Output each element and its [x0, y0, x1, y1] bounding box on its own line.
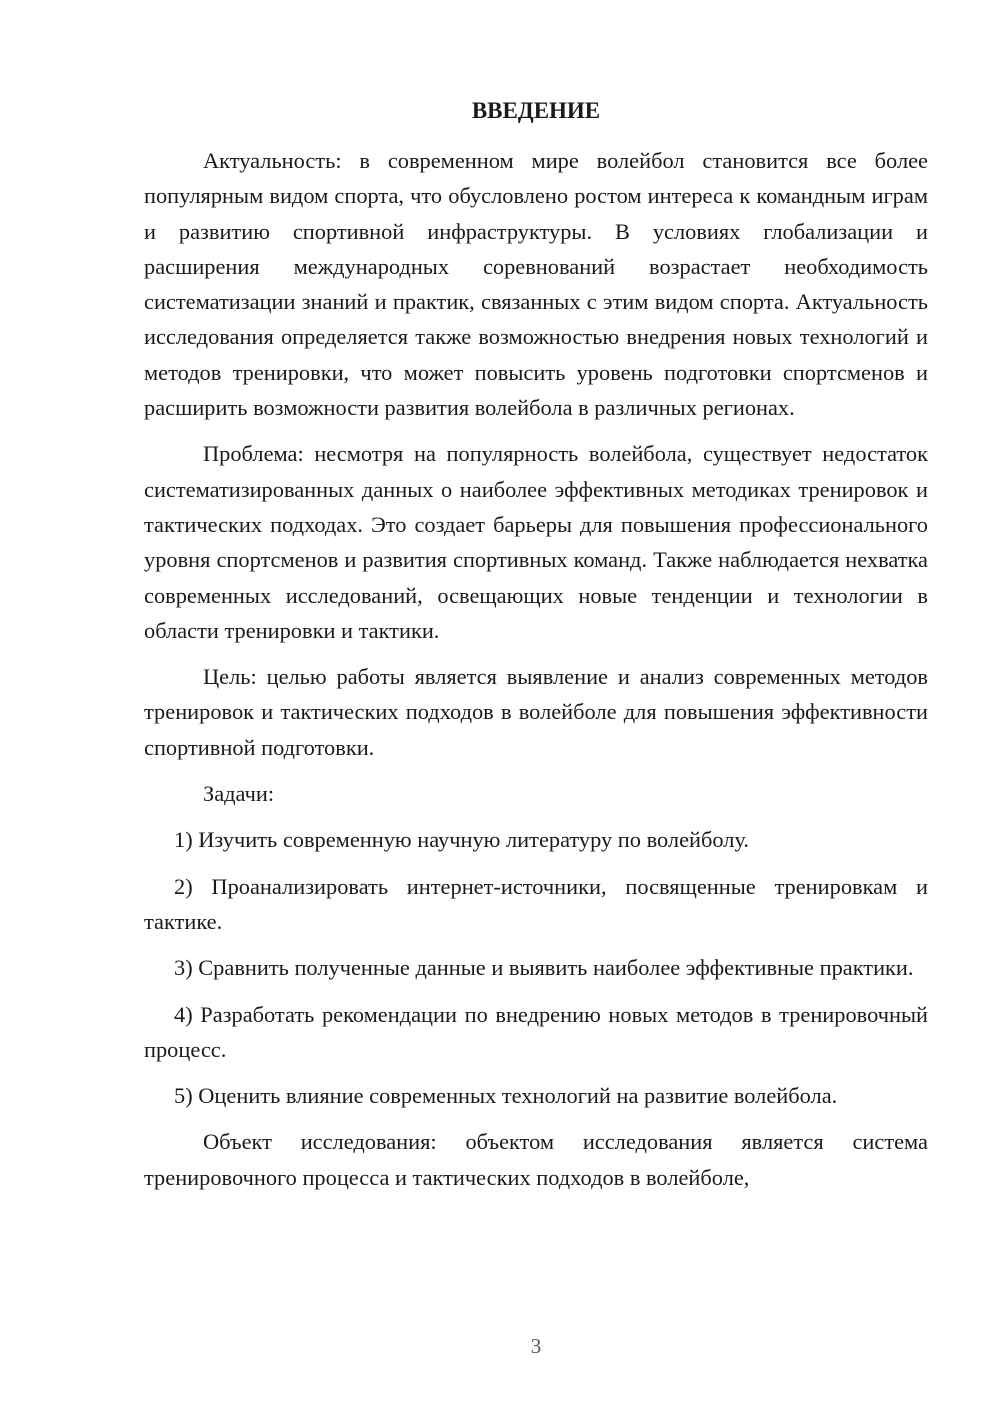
task-item: 3) Сравнить полученные данные и выявить наиболее эффективные практики.: [174, 955, 914, 981]
paragraph-problem: Проблема: несмотря на популярность волейбола, существует недостаток систематизированных данных о наиболее эффективных методиках тренировок и тактических подходах. Это создает барьеры для повышения профессионального уровня спортсменов и развития спортивных команд. Также наблюдается нехватка современных исследований, освещающих новые тенденции и технологии в области тренировки и тактики.: [144, 441, 928, 643]
task-item: 1) Изучить современную научную литературу по волейболу.: [174, 827, 750, 853]
page-number: 3: [530, 1334, 542, 1358]
task-item: 2) Проанализировать интернет-источники, посвященные тренировкам и тактике.: [144, 873, 928, 934]
task-item: 5) Оценить влияние современных технологий на развитие волейбола.: [174, 1083, 838, 1109]
paragraph-goal: Цель: целью работы является выявление и анализ современных методов тренировок и тактических подходов в волейболе для повышения эффективности спортивной подготовки.: [144, 664, 928, 760]
page-content: [144, 143, 928, 1206]
paragraph-object: Объект исследования: объектом исследования является система тренировочного процесса и тактических подходов в волейболе,: [144, 1129, 928, 1190]
task-item: 4) Разработать рекомендации по внедрению новых методов в тренировочный процесс.: [144, 1001, 928, 1062]
paragraph-relevance: Актуальность: в современном мире волейбол становится все более популярным видом спорта, что обусловлено ростом интереса к командным играм и развитию спортивной инфраструктуры. В условиях глобализации и расширения международных соревнований возрастает необходимость систематизации знаний и практик, связанных с этим видом спорта. Актуальность исследования определяется также возможностью внедрения новых технологий и методов тренировки, что может повысить уровень подготовки спортсменов и расширить возможности развития волейбола в различных регионах.: [144, 148, 928, 421]
section-heading: ВВЕДЕНИЕ: [471, 98, 601, 123]
tasks-label: Задачи:: [203, 781, 275, 807]
